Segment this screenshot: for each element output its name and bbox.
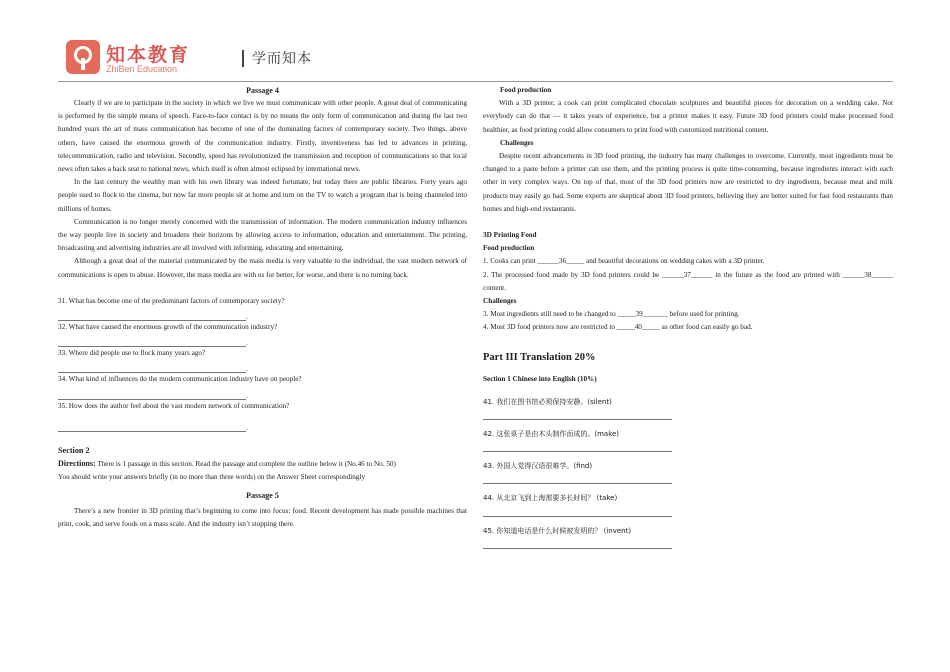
slogan: 学而知本 xyxy=(252,51,312,67)
answer-line-31[interactable] xyxy=(58,308,246,321)
right-column xyxy=(483,84,893,557)
outline-item-37-38: 2. The processed food made by 3D food printers could be ______37______ in the future as the food are printed with ______38______ content. xyxy=(483,270,893,292)
food-production-heading: Food production xyxy=(500,86,552,94)
passage4-title: Passage 4 xyxy=(246,86,279,95)
left-column: Passage 4 Clearly if we are to participate in the society in which we live we must communicate with other people. A great deal of communicating is performed by the simple means of speech. Face-to-face contact is by no means the only form of communication and during the last two hundred years the art of mass communication has become of one of the dominating factors of contemporary society. Two things, above others, have caused the enormous growth of the communication industry. Firstly, inventiveness has led to advances in printing, telecommunication, radio and television. Secondly, speed has revolutionized the transmission and reception of communications so that local news often takes a back seat to national news, which itself is often almost eclipsed by international news. In the last century the wealthy man with his own library was indeed fortunate, but today there are public libraries. Forty years ago people used to flock to the cinema, but now far more people sit at home and turn on the TV to watch a program that is being channeled into millions of homes. Communication is no longer merely concerned with the transmission of information. The modern communication industry influences the way people live in society and broadens their horizons by allowing access to information, education and entertainment. The printing, broadcasting and advertising industries are all involved with informing, educating and entertaining. Although a great deal of the material communicated by the mass media is very valuable to the individual, the vast modern network of communications is open to abuse. However, the mass media are with us for better, for worse, and there is no turning back. 31. What has become one of the predominant factors of contemporary society? . 32. What have caused the enormous growth of the communication industry? . 33. Where did people use to flock many years ago? . 34. What kind of influences do the modern communication industry have on people? . 35. How does the author feel about the vast modern network of communication? . Section 2 Directions: There is 1 passage in this section. Read the passage and complete the outline below it (No.46 to No. 50) You should write your answers briefly (in no more than three words) on the Answer Sheet correspondingly Passage 5 There’s a new frontier in 3D printing that’s beginning to come into focus: food. Recent development has made possible machines that print, cook, and serve foods on a mass scale. And the industry isn’t stopping there. xyxy=(58,84,467,532)
passage4-paragraph: Clearly if we are to participate in the society in which we live we must communicate with other people. A great deal of communicating is performed by the simple means of speech. Face-to-face contact is by no means the only form of communication and during the last two hundred years the art of mass communication has become of one of the dominating factors of contemporary society. Two things, above others, have caused the enormous growth of the communication industry. Firstly, inventiveness has led to advances in printing, telecommunication, radio and television. Secondly, speed has revolutionized the transmission and reception of communications so that local news often takes a back seat to national news, which itself is often almost eclipsed by international news. xyxy=(58,99,467,174)
translation-line-42[interactable] xyxy=(483,441,672,452)
directions-label: Directions: xyxy=(58,458,96,468)
outline-item-40: 4. Most 3D food printers now are restricted to _____40_____ as other food can easily go bad. xyxy=(483,323,753,332)
page-header xyxy=(66,40,446,80)
translation-line-44[interactable] xyxy=(483,506,672,517)
answer-line-33[interactable] xyxy=(58,360,246,373)
translation-line-43[interactable] xyxy=(483,473,672,484)
answer-line-34[interactable] xyxy=(58,387,246,400)
passage5-title: Passage 5 xyxy=(246,491,279,501)
question-33: 33. Where did people use to flock many years ago? xyxy=(58,349,206,358)
challenges-heading: Challenges xyxy=(500,138,534,147)
question-31: 31. What has become one of the predominant factors of contemporary society? xyxy=(58,296,285,305)
directions xyxy=(58,457,467,471)
translation-42: 42. 这张桌子是由木头制作而成的。(make) xyxy=(483,430,620,439)
header-rule xyxy=(58,81,893,82)
brand-name-cn: 知本教育 xyxy=(106,44,191,66)
part3-title: Part III Translation 20% xyxy=(483,351,596,363)
section2-title: Section 2 xyxy=(58,445,90,455)
section1-title: Section 1 Chinese into English (10%) xyxy=(483,374,597,383)
outline-food-production: Food production xyxy=(483,244,535,253)
outline-item-39: 3. Most ingredients still need to be changed to _____39_______ before used for printing. xyxy=(483,310,740,319)
outline-item-36: 1. Cooks can print ______36_____ and beautiful decorations on wedding cakes with a 3D printer. xyxy=(483,257,765,266)
translation-41: 41. 我们在图书馆必须保持安静。(silent) xyxy=(483,397,612,406)
passage4-paragraph: Although a great deal of the material communicated by the mass media is very valuable to the individual, the vast modern network of communications is open to abuse. However, the mass media are with us for better, for worse, and there is no turning back. xyxy=(58,257,467,279)
outline-challenges: Challenges xyxy=(483,297,517,306)
translation-43: 43. 外国人觉得汉语很难学。(find) xyxy=(483,462,593,471)
translation-line-41[interactable] xyxy=(483,409,672,420)
outline-title: 3D Printing Food xyxy=(483,231,537,240)
answer-line-35[interactable] xyxy=(58,419,246,432)
directions-text: There is 1 passage in this section. Read the passage and complete the outline below it (No.46 to No. 50) xyxy=(95,459,396,468)
passage5-paragraph: There’s a new frontier in 3D printing that’s beginning to come into focus: food. Recent development has made possible machines that print, cook, and serve foods on a mass scale. And the industry isn’t stopping there. xyxy=(58,507,467,529)
translation-line-45[interactable] xyxy=(483,538,672,549)
header-divider xyxy=(242,50,244,67)
question-34: 34. What kind of influences do the modern communication industry have on people? xyxy=(58,375,302,384)
answer-line-32[interactable] xyxy=(58,334,246,347)
passage4-paragraph: Communication is no longer merely concerned with the transmission of information. The modern communication industry influences the way people live in society and broadens their horizons by allowing access to information, education and entertainment. The printing, broadcasting and advertising industries are all involved with informing, educating and entertaining. xyxy=(58,217,467,253)
translation-44: 44. 从北京飞到上海需要多长时间？ (take) xyxy=(483,494,618,503)
food-production-paragraph: With a 3D printer, a cook can print complicated chocolate sculptures and beautiful pieces for decoration on a wedding cake. Not everybody can do that — it takes years of experience, but a printer makes it easy. Future 3D food printers could make processed food healthier, as food printing could allow consumers to print food with customized nutritional content. xyxy=(483,99,893,134)
brand-name-en: ZhiBen Education xyxy=(106,64,178,74)
passage4-paragraph: In the last century the wealthy man with his own library was indeed fortunate, but today there are public libraries. Forty years ago people used to flock to the cinema, but now far more people sit at home and turn on the TV to watch a program that is being channeled into millions of homes. xyxy=(58,178,467,213)
translation-45: 45. 你知道电话是什么时候被发明的？ (invent) xyxy=(483,526,632,535)
challenges-paragraph: Despite recent advancements in 3D food printing, the industry has many challenges to overcome. Currently, most ingredients must be changed to a paste before a printer can use them, and the printing process is quite time-consuming, because ingredients interact with each other in very complex ways. On top of that, most of the 3D food printers now are restricted to dry ingredients, because meat and milk products may easily go bad. Some experts are skeptical about 3D food printers, believing they are better suited for fast food restaurants than homes and high-end restaurants. xyxy=(483,152,893,213)
question-35: 35. How does the author feel about the vast modern network of communication? xyxy=(58,401,290,410)
question-32: 32. What have caused the enormous growth of the communication industry? xyxy=(58,323,278,332)
directions-text-2: You should write your answers briefly (in no more than three words) on the Answer Sheet correspondingly xyxy=(58,473,366,482)
logo-icon xyxy=(66,40,100,74)
